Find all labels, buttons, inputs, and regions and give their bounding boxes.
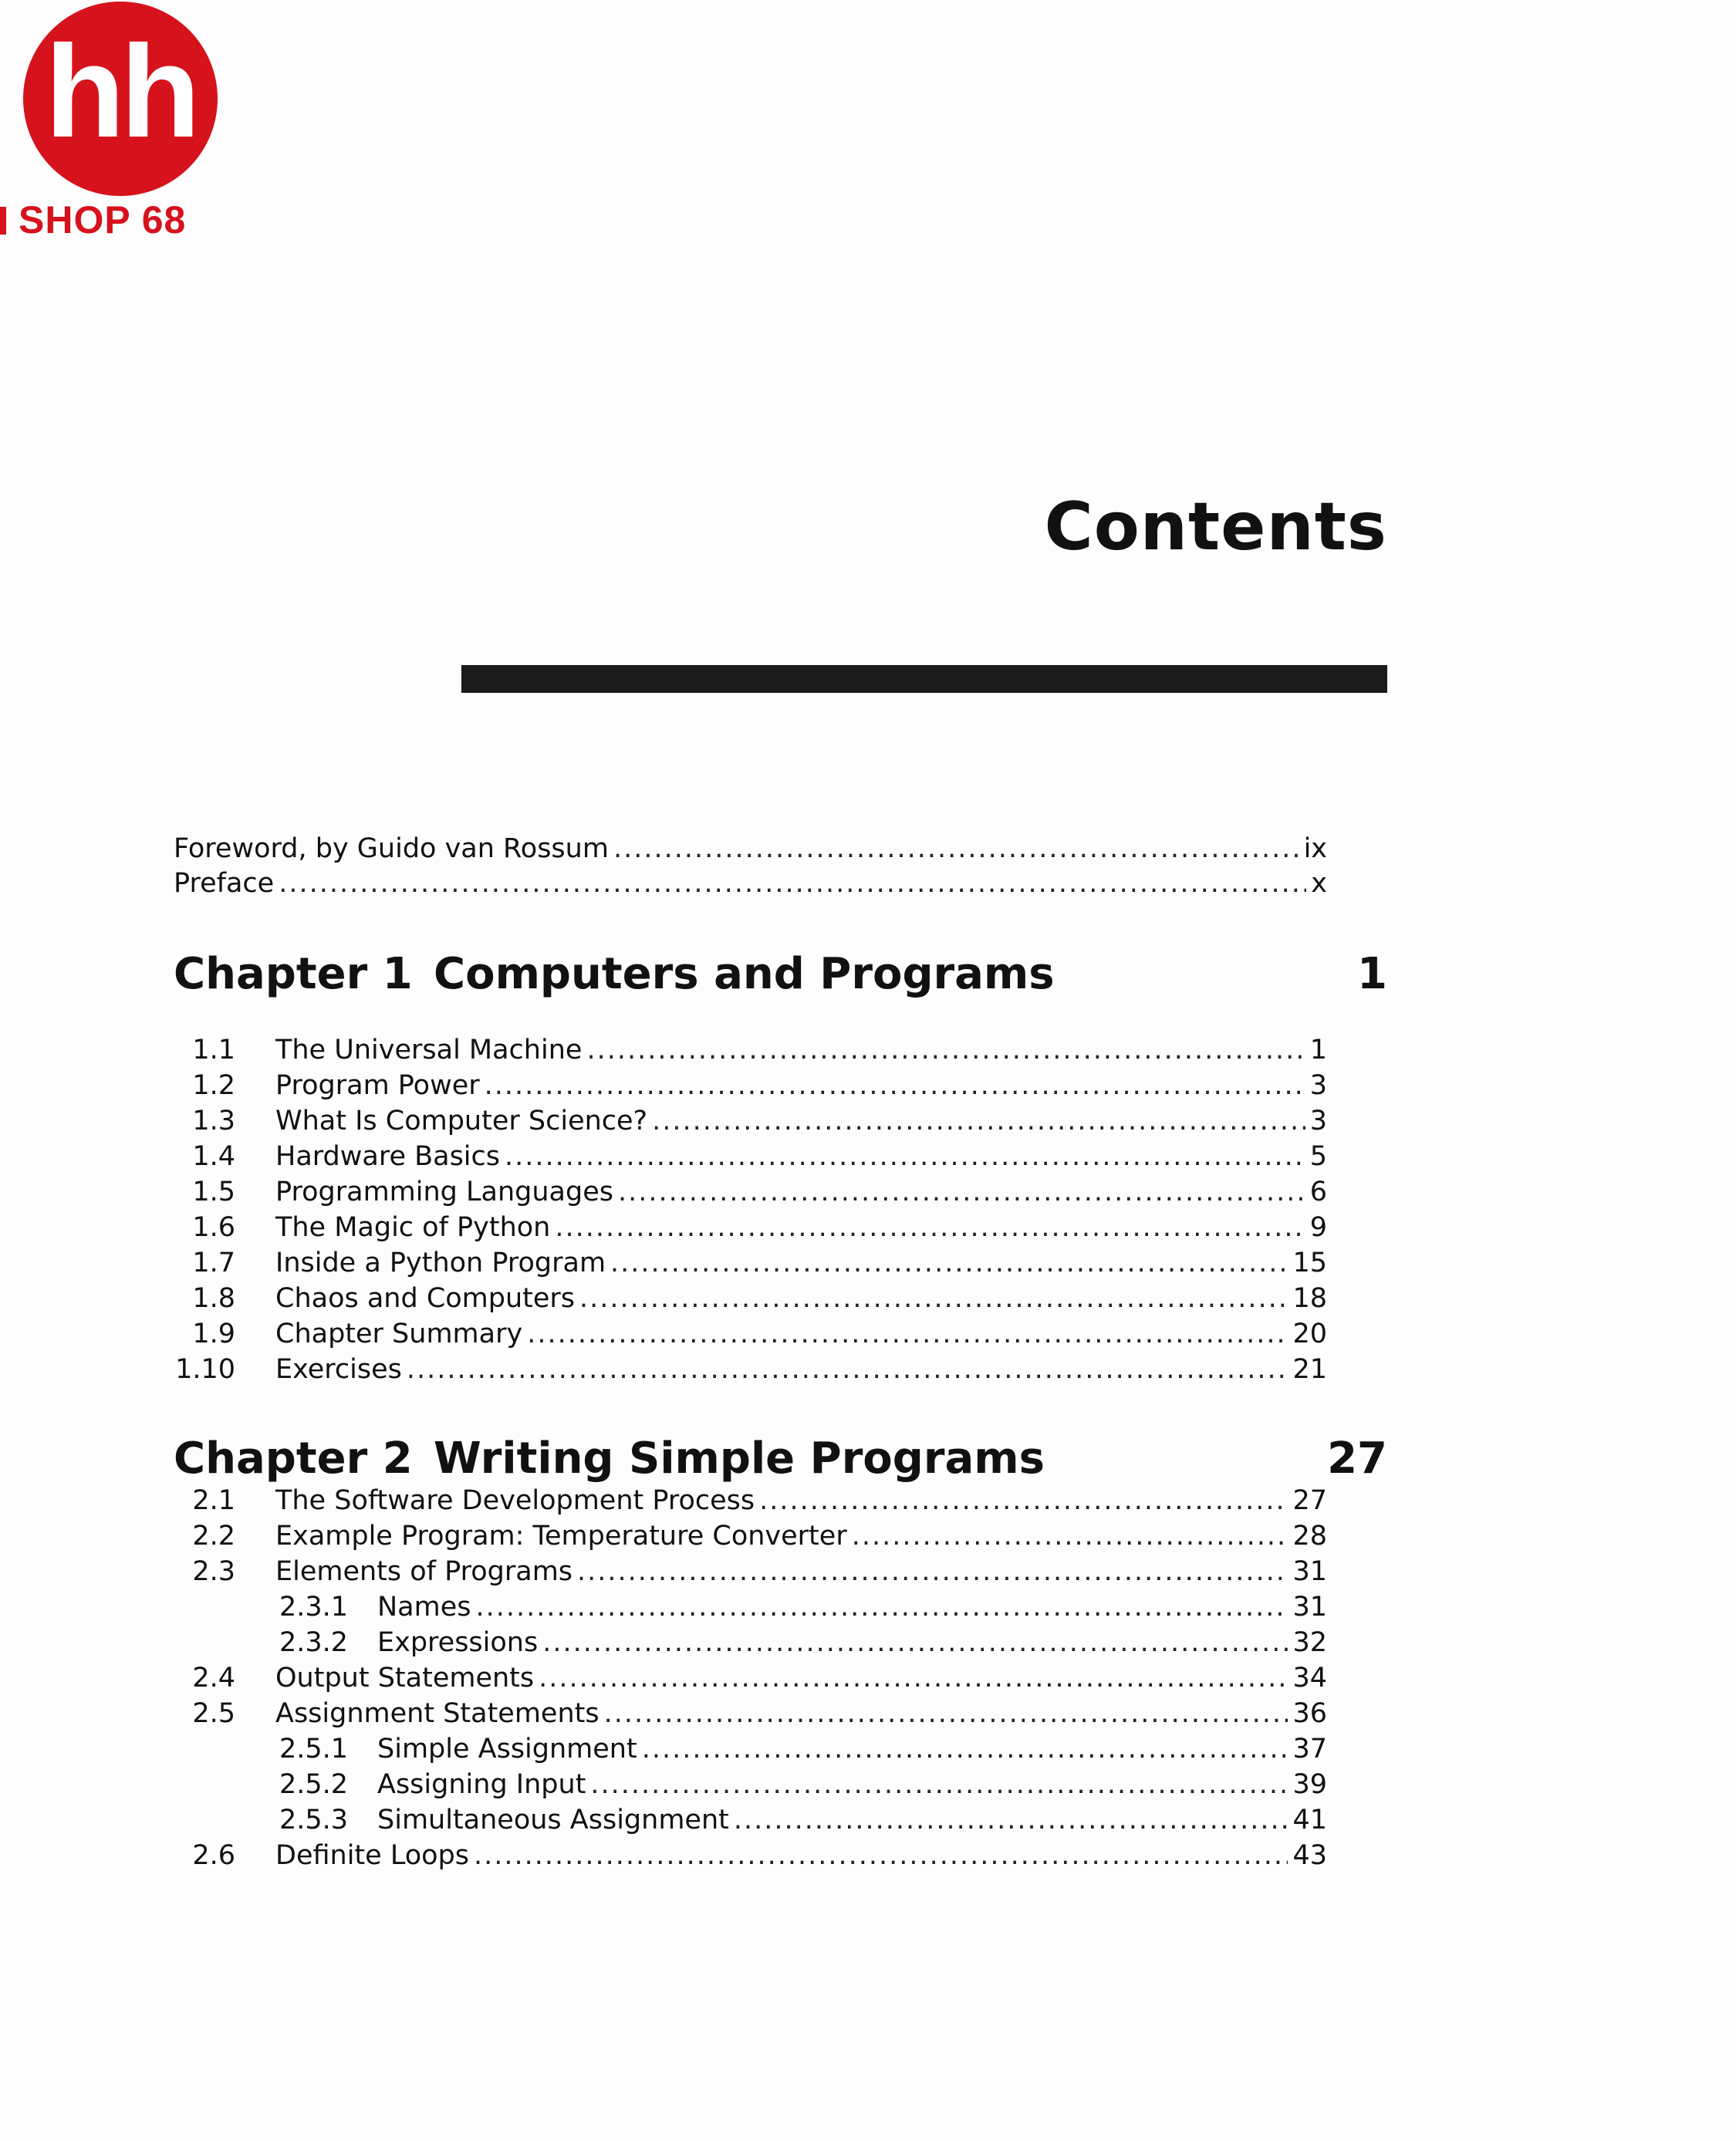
- toc-entry-label: Assigning Input: [377, 1769, 586, 1800]
- toc-entry-number: 1.9: [192, 1319, 235, 1349]
- toc-entry-page: 28: [1292, 1521, 1327, 1552]
- toc-entry-number: 2.5.1: [279, 1734, 348, 1764]
- toc-entry-number: 2.3.1: [279, 1592, 348, 1623]
- toc-leader: [652, 1105, 1305, 1137]
- toc-entry-number: 2.3: [192, 1556, 235, 1587]
- toc-subentry[interactable]: [174, 1768, 1327, 1801]
- chapter-title: Computers and Programs: [434, 949, 1055, 999]
- toc-entry-number: 1.5: [192, 1177, 235, 1207]
- toc-entry-label: The Software Development Process: [275, 1485, 755, 1516]
- toc-subentry[interactable]: [174, 1804, 1327, 1836]
- toc-entry-label: The Magic of Python: [275, 1212, 551, 1243]
- toc-leader: [642, 1733, 1288, 1765]
- toc-entry-page: 9: [1309, 1212, 1327, 1243]
- toc-entry-number: 1.3: [192, 1106, 235, 1136]
- toc-entry-page: 41: [1292, 1805, 1327, 1835]
- toc-entry-page: 20: [1292, 1319, 1327, 1349]
- toc-leader: [586, 1034, 1305, 1066]
- toc-entry-number: 1.10: [175, 1354, 235, 1385]
- toc-entry-page: 43: [1292, 1840, 1327, 1871]
- toc-entry-label: Expressions: [377, 1627, 539, 1658]
- toc-leader: [604, 1697, 1288, 1730]
- toc-entry[interactable]: [174, 1176, 1327, 1208]
- toc-leader: [579, 1282, 1288, 1315]
- toc-entry[interactable]: [174, 1839, 1327, 1872]
- toc-entry-label: Hardware Basics: [275, 1141, 501, 1172]
- toc-entry[interactable]: [174, 1140, 1327, 1173]
- toc-subentry[interactable]: [174, 1733, 1327, 1765]
- toc-leader: [734, 1804, 1288, 1836]
- toc-entry-label: Preface: [174, 868, 275, 899]
- toc-entry-number: 2.5.3: [279, 1805, 348, 1835]
- toc-entry-page: 6: [1309, 1177, 1327, 1207]
- toc-entry-label: Programming Languages: [275, 1177, 613, 1207]
- toc-entry[interactable]: [174, 1282, 1327, 1315]
- toc-leader: [542, 1626, 1288, 1659]
- toc-entry-number: 2.2: [192, 1521, 235, 1552]
- chapter-page: 27: [1327, 1434, 1387, 1484]
- toc-entry-page: 18: [1292, 1283, 1327, 1314]
- toc-entry-number: 2.3.2: [279, 1627, 348, 1658]
- toc-entry[interactable]: [174, 1520, 1327, 1552]
- toc-entry-page: 37: [1292, 1734, 1327, 1764]
- toc-entry-number: 1.1: [192, 1035, 235, 1065]
- chapter-title: Writing Simple Programs: [434, 1434, 1045, 1484]
- toc-entry-label: Elements of Programs: [275, 1556, 573, 1587]
- toc-entry[interactable]: [174, 1247, 1327, 1279]
- toc-leader: [279, 867, 1306, 900]
- toc-entry-label: What Is Computer Science?: [275, 1106, 648, 1136]
- chapter-heading-2[interactable]: [174, 1432, 1387, 1486]
- chapter-number: Chapter 1: [174, 949, 413, 999]
- toc-entry-foreword[interactable]: [174, 832, 1327, 865]
- toc-entry-page: 31: [1292, 1556, 1327, 1587]
- toc-entry-label: Inside a Python Program: [275, 1248, 606, 1278]
- toc-entry-page: 21: [1292, 1354, 1327, 1385]
- toc-entry-number: 2.5.2: [279, 1769, 348, 1800]
- toc-leader: [610, 1247, 1288, 1279]
- toc-entry[interactable]: [174, 1069, 1327, 1102]
- toc-entry[interactable]: [174, 1555, 1327, 1588]
- toc-leader: [474, 1839, 1288, 1872]
- toc-entry-preface[interactable]: [174, 867, 1327, 900]
- toc-entry-number: 2.6: [192, 1840, 235, 1871]
- chapter-number: Chapter 2: [174, 1434, 413, 1484]
- toc-entry-page: 27: [1292, 1485, 1327, 1516]
- toc-entry-page: x: [1311, 868, 1327, 899]
- toc-leader: [476, 1591, 1288, 1623]
- toc-entry-number: 1.6: [192, 1212, 235, 1243]
- toc-leader: [555, 1211, 1305, 1244]
- toc-entry-label: Chaos and Computers: [275, 1283, 576, 1314]
- toc-entry-page: 39: [1292, 1769, 1327, 1800]
- toc-entry-number: 1.4: [192, 1141, 235, 1172]
- toc-subentry[interactable]: [174, 1626, 1327, 1659]
- toc-entry-page: ix: [1303, 833, 1327, 864]
- toc-entry-page: 3: [1309, 1070, 1327, 1101]
- toc-leader: [527, 1318, 1288, 1350]
- toc-entry-number: 1.8: [192, 1283, 235, 1314]
- logo-mark: hh: [45, 19, 196, 165]
- logo: [23, 2, 218, 196]
- toc-leader: [577, 1555, 1288, 1588]
- toc-entry[interactable]: [174, 1034, 1327, 1066]
- toc-entry[interactable]: [174, 1318, 1327, 1350]
- toc-leader: [485, 1069, 1305, 1102]
- toc-entry[interactable]: [174, 1353, 1327, 1386]
- toc-leader: [613, 832, 1299, 865]
- toc-leader: [407, 1353, 1288, 1386]
- toc-entry-label: Names: [377, 1592, 471, 1623]
- toc-entry-page: 15: [1292, 1248, 1327, 1278]
- toc-entry-page: 5: [1309, 1141, 1327, 1172]
- chapter-heading-1[interactable]: [174, 947, 1387, 1001]
- logo-caption: SHOP 68: [19, 198, 187, 241]
- toc-entry-label: Assignment Statements: [275, 1698, 599, 1729]
- logo-caption-wrap: [0, 198, 224, 242]
- toc-leader: [505, 1140, 1305, 1173]
- toc-leader: [539, 1662, 1288, 1694]
- toc-leader: [852, 1520, 1288, 1552]
- toc-entry-page: 31: [1292, 1592, 1327, 1623]
- toc-entry-label: Simultaneous Assignment: [377, 1805, 729, 1835]
- toc-entry-label: Example Program: Temperature Converter: [275, 1521, 847, 1552]
- title-rule: [461, 665, 1387, 693]
- chapter-page: 1: [1357, 949, 1387, 999]
- toc-entry[interactable]: [174, 1484, 1327, 1517]
- toc-entry-label: Chapter Summary: [275, 1319, 523, 1349]
- toc-entry[interactable]: [174, 1697, 1327, 1730]
- toc-entry-number: 1.2: [192, 1070, 235, 1101]
- toc-entry-number: 2.1: [192, 1485, 235, 1516]
- toc-entry-label: Definite Loops: [275, 1840, 469, 1871]
- toc-entry-number: 1.7: [192, 1248, 235, 1278]
- toc-entry-label: The Universal Machine: [275, 1035, 583, 1065]
- toc-leader: [759, 1484, 1288, 1517]
- toc-entry-page: 3: [1309, 1106, 1327, 1136]
- toc-leader: [590, 1768, 1288, 1801]
- logo-bar-icon: [0, 207, 6, 235]
- toc-entry-page: 32: [1292, 1627, 1327, 1658]
- page-title: Contents: [1044, 488, 1387, 566]
- toc-entry-page: 1: [1309, 1035, 1327, 1065]
- toc-entry-label: Exercises: [275, 1354, 402, 1385]
- toc-entry-label: Program Power: [275, 1070, 480, 1101]
- toc-subentry[interactable]: [174, 1591, 1327, 1623]
- toc-entry-page: 34: [1292, 1663, 1327, 1694]
- toc-entry[interactable]: [174, 1662, 1327, 1694]
- toc-entry-number: 2.5: [192, 1698, 235, 1729]
- toc-leader: [618, 1176, 1305, 1208]
- toc-entry[interactable]: [174, 1211, 1327, 1244]
- toc-entry-number: 2.4: [192, 1663, 235, 1694]
- toc-entry[interactable]: [174, 1105, 1327, 1137]
- toc-entry-label: Foreword, by Guido van Rossum: [174, 833, 609, 864]
- toc-entry-label: Output Statements: [275, 1663, 535, 1694]
- toc-entry-page: 36: [1292, 1698, 1327, 1729]
- toc-entry-label: Simple Assignment: [377, 1734, 637, 1764]
